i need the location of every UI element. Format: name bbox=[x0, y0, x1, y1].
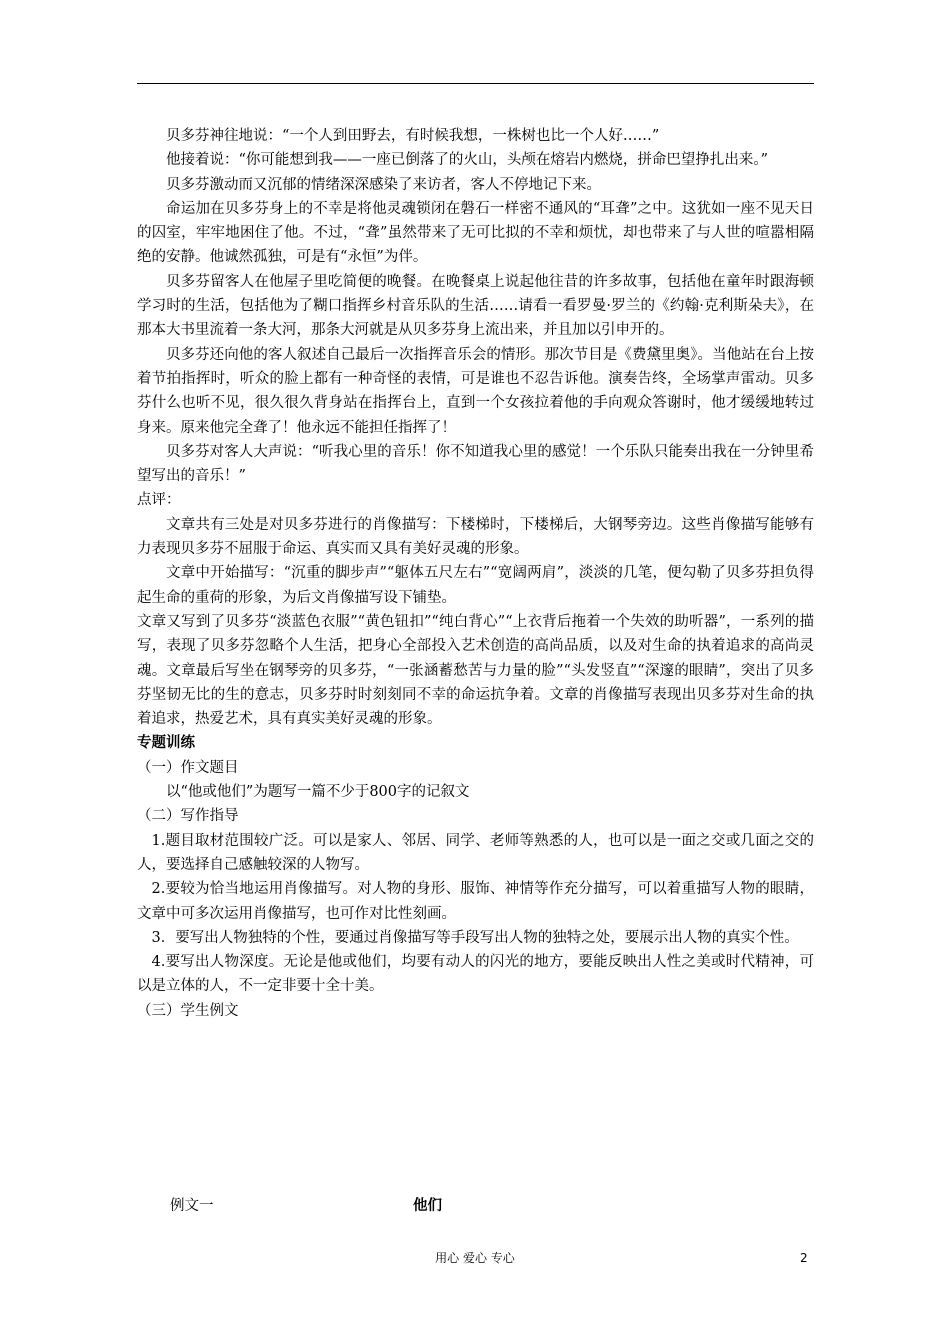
guidance-item: 2.要较为恰当地运用肖像描写。对人物的身形、服饰、神情等作充分描写，可以着重描写人物的眼睛，文章中可多次运用肖像描写，也可作对比性刻画。 bbox=[137, 881, 814, 922]
example-title: 他们 bbox=[413, 1198, 442, 1214]
body-paragraph: 贝多芬留客人在他屋子里吃简便的晚餐。在晚餐桌上说起他往昔的许多故事，包括他在童年时跟海顿学习时的生活，包括他为了糊口指挥乡村音乐队的生活……请看一看罗曼·罗兰的《约翰·克利斯朵夫》，在那本大书里流着一条大河，那条大河就是从贝多芬身上流出来，并且加以引申开的。 bbox=[137, 273, 814, 339]
subsection-title: （一）作文题目 bbox=[137, 759, 239, 776]
guidance-item: 4.要写出人物深度。无论是他或他们，均要有动人的闪光的地方，要能反映出人性之美或时代精神，可以是立体的人，不一定非要十全十美。 bbox=[137, 954, 814, 995]
body-paragraph: 贝多芬对客人大声说：“听我心里的音乐！你不知道我心里的感觉！一个乐队只能奏出我在一分钟里希望写出的音乐！” bbox=[137, 443, 814, 485]
guidance-item: 3．要写出人物独特的个性，要通过肖像描写等手段写出人物的独特之处，要展示出人物的真实个性。 bbox=[151, 929, 799, 946]
header-rule bbox=[137, 83, 814, 84]
comment-paragraph: 文章又写到了贝多芬“淡蓝色衣服”“黄色钮扣”“纯白背心”“上衣背后拖着一个失效的助听器”，一系列的描写，表现了贝多芬忽略个人生活，把身心全部投入艺术创造的高尚品质，以及对生命的执着追求的高尚灵魂。文章最后写坐在钢琴旁的贝多芬，“一张涵蓄愁苦与力量的脸”“头发竖直”“深邃的眼睛”，突出了贝多芬坚韧无比的生的意志，贝多芬时时刻刻同不幸的命运抗争着。文章的肖像描写表现出贝多芬对生命的执着追求，热爱艺术，具有真实美好灵魂的形象。 bbox=[137, 613, 814, 728]
subsection-title: （二）写作指导 bbox=[137, 808, 239, 825]
body-paragraph: 贝多芬神往地说：“一个人到田野去，有时候我想，一株树也比一个人好……” bbox=[166, 128, 660, 144]
comment-label: 点评： bbox=[137, 492, 181, 509]
body-paragraph: 命运加在贝多芬身上的不幸是将他灵魂锁闭在磐石一样密不通风的“耳聋”之中。这犹如一座不见天日的囚室，牢牢地困住了他。不过，“聋”虽然带来了无可比拟的不幸和烦忧，却也带来了与人世的喧嚣相隔绝的安静。他诚然孤独，可是有“永恒”为伴。 bbox=[137, 200, 814, 266]
page-number: 2 bbox=[800, 1251, 808, 1265]
subsection-title: （三）学生例文 bbox=[137, 1002, 239, 1019]
body-paragraph: 贝多芬还向他的客人叙述自己最后一次指挥音乐会的情形。那次节目是《费黛里奥》。当他站在台上按着节拍指挥时，听众的脸上都有一种奇怪的表情，可是谁也不忍告诉他。演奏告终，全场掌声雷动。贝多芬什么也听不见，很久很久背身站在指挥台上，直到一个女孩拉着他的手向观众答谢时，他才缓缓地转过身来。原来他完全聋了！他永远不能担任指挥了！ bbox=[137, 346, 814, 436]
body-paragraph: 贝多芬激动而又沉郁的情绪深深感染了来访者，客人不停地记下来。 bbox=[166, 176, 601, 193]
body-paragraph: 他接着说：“你可能想到我——一座已倒落了的火山，头颅在熔岩内燃烧，拼命巴望挣扎出来。” bbox=[166, 152, 769, 169]
example-label: 例文一 bbox=[170, 1198, 214, 1214]
comment-paragraph: 文章中开始描写：“沉重的脚步声”“躯体五尺左右”“宽阔两肩”，淡淡的几笔，便勾勒了贝多芬担负得起生命的重荷的形象，为后文肖像描写设下铺垫。 bbox=[137, 565, 814, 606]
section-heading: 专题训练 bbox=[137, 735, 195, 752]
guidance-item: 1.题目取材范围较广泛。可以是家人、邻居、同学、老师等熟悉的人，也可以是一面之交或几面之交的人，要选择自己感触较深的人物写。 bbox=[137, 832, 814, 873]
essay-topic: 以“他或他们”为题写一篇不少于800字的记叙文 bbox=[166, 784, 470, 801]
comment-paragraph: 文章共有三处是对贝多芬进行的肖像描写：下楼梯时，下楼梯后，大钢琴旁边。这些肖像描写能够有力表现贝多芬不屈服于命运、真实而又具有美好灵魂的形象。 bbox=[137, 516, 814, 558]
footer-motto: 用心 爱心 专心 bbox=[435, 1251, 515, 1265]
page-body bbox=[137, 124, 814, 1023]
example-essay-header bbox=[170, 1194, 810, 1218]
